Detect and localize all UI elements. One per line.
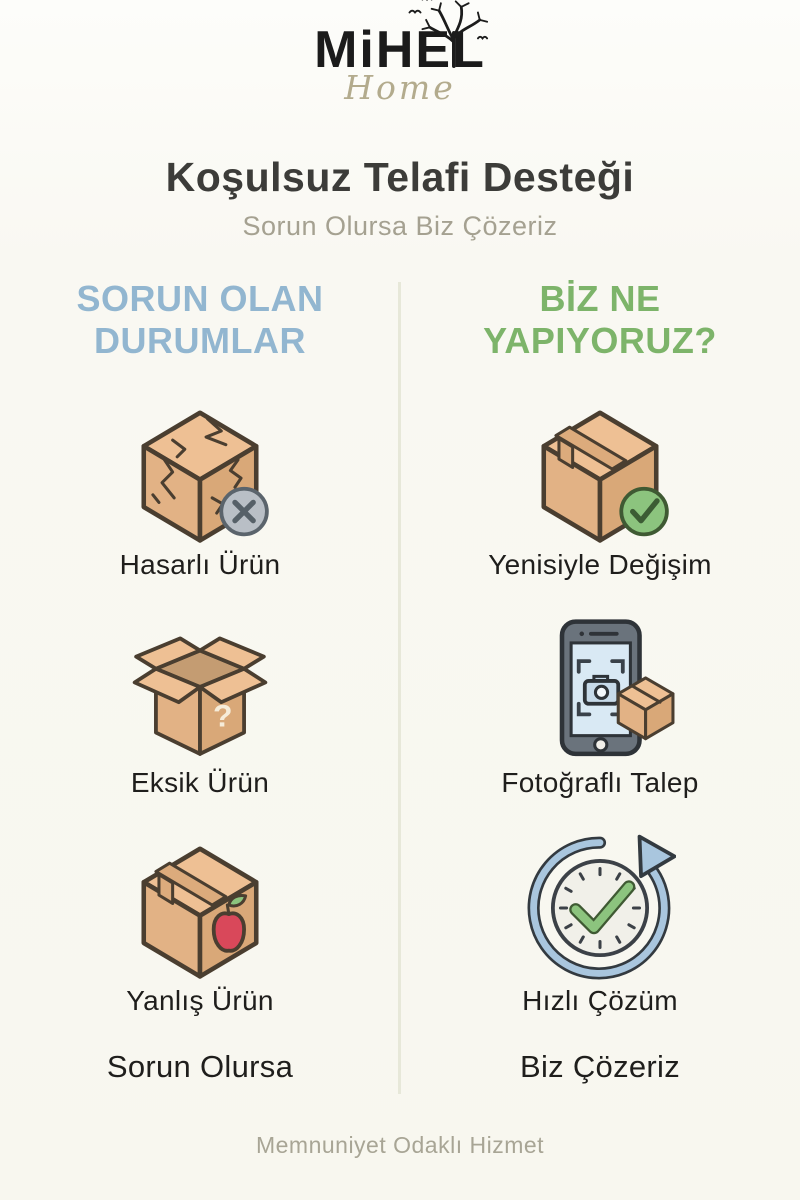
open-box-question-icon — [124, 611, 276, 763]
page-title: Koşulsuz Telafi Desteği — [165, 154, 635, 200]
box-apple-icon — [124, 829, 276, 981]
brand-logo — [314, 21, 486, 140]
page-subtitle: Sorun Olursa Biz Çözeriz — [242, 211, 558, 241]
item-label: Eksik Ürün — [130, 766, 270, 798]
clock-check-icon — [524, 829, 676, 981]
tree-birds-icon — [404, 0, 500, 68]
list-item-wrong-product — [124, 829, 276, 1017]
column-solutions-statement: Biz Çözeriz — [519, 1048, 681, 1084]
column-problems — [0, 278, 400, 1106]
comparison-columns — [0, 278, 800, 1106]
check-circle-icon — [621, 489, 667, 535]
damaged-box-icon — [124, 393, 276, 545]
list-item-fast-solution — [522, 829, 678, 1017]
vertical-divider — [398, 282, 401, 1094]
camera-icon — [585, 676, 618, 703]
column-problems-statement: Sorun Olursa — [106, 1048, 294, 1084]
list-item-missing-product — [124, 611, 276, 799]
brand-subname: Home — [344, 68, 456, 107]
item-label: Fotoğraflı Talep — [501, 766, 699, 798]
brand-name: MiHEL — [314, 21, 486, 79]
column-solutions-title: BİZ NE YAPIYORUZ? — [483, 278, 717, 362]
item-label: Hızlı Çözüm — [522, 984, 678, 1016]
list-item-replacement — [488, 393, 712, 581]
footer-tagline: Memnuniyet Odaklı Hizmet — [255, 1132, 545, 1158]
item-label: Hasarlı Ürün — [119, 548, 281, 580]
list-item-photo-request — [501, 611, 698, 799]
list-item-damaged-product — [120, 393, 281, 581]
question-mark: ? — [213, 697, 233, 734]
item-label: Yenisiyle Değişim — [488, 548, 712, 580]
phone-camera-icon — [524, 611, 676, 763]
column-problems-title: SORUN OLAN DURUMLAR — [76, 278, 324, 362]
box-check-icon — [524, 393, 676, 545]
column-solutions — [400, 278, 800, 1106]
item-label: Yanlış Ürün — [126, 984, 274, 1016]
